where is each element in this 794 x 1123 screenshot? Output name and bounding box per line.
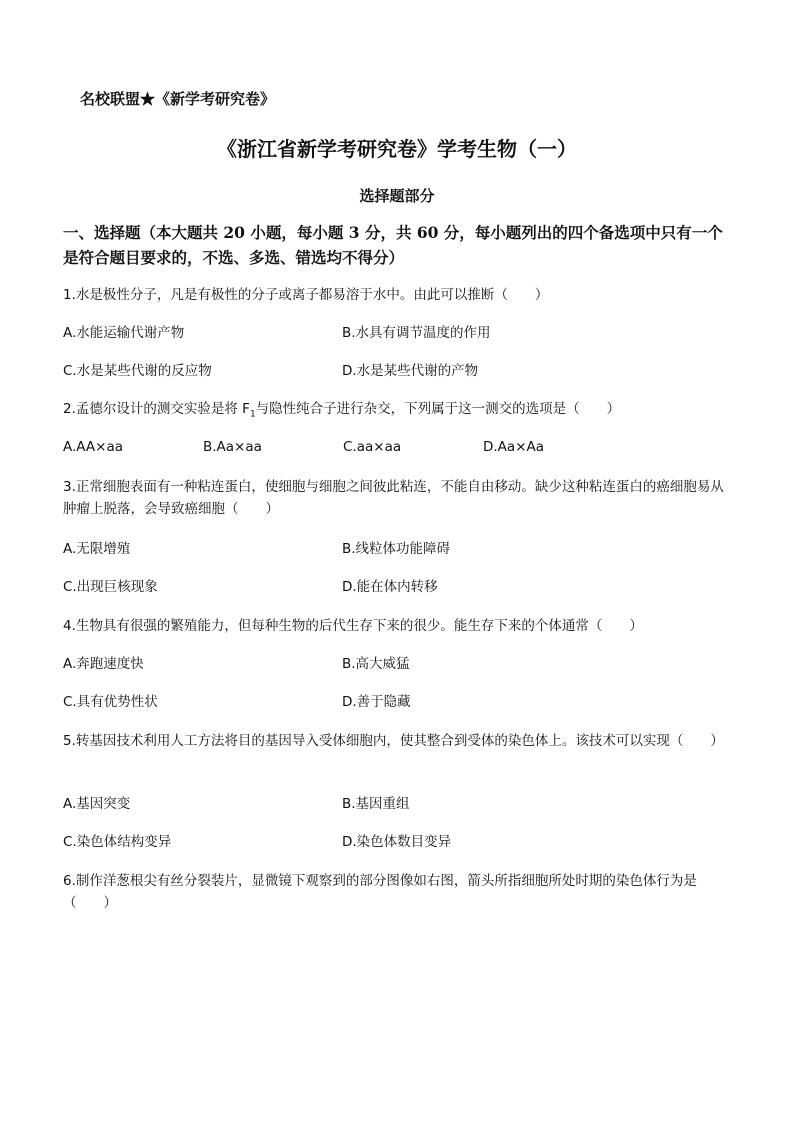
question-1-option-b: B.水具有调节温度的作用 xyxy=(342,325,491,341)
question-5-stem: 5.转基因技术利用人工方法将目的基因导入受体细胞内，使其整合到受体的染色体上。该技术可以实现（ ） xyxy=(63,733,724,749)
question-4-option-c: C.具有优势性状 xyxy=(63,694,158,710)
question-4-stem: 4.生物具有很强的繁殖能力，但每种生物的后代生存下来的很少。能生存下来的个体通常（ ） xyxy=(63,618,643,634)
question-2-option-c: C.aa×aa xyxy=(343,439,402,455)
header-brand: 名校联盟★《新学考研究卷》 xyxy=(80,90,276,108)
question-2-option-d: D.Aa×Aa xyxy=(483,439,545,455)
question-2-stem-end: 与隐性纯合子进行杂交，下列属于这一测交的选项是（ ） xyxy=(255,401,621,417)
question-1-option-c: C.水是某些代谢的反应物 xyxy=(63,363,212,379)
question-1-option-d: D.水是某些代谢的产物 xyxy=(342,363,479,379)
question-5-option-d: D.染色体数目变异 xyxy=(342,834,452,850)
question-3-option-c: C.出现巨核现象 xyxy=(63,579,158,595)
question-5-option-c: C.染色体结构变异 xyxy=(63,834,172,850)
question-3-option-a: A.无限增殖 xyxy=(63,541,131,557)
question-2-stem-subscript: 1 xyxy=(249,409,256,420)
question-4-option-a: A.奔跑速度快 xyxy=(63,656,144,672)
question-3-option-d: D.能在体内转移 xyxy=(342,579,438,595)
section-instructions: 一、选择题（本大题共 20 小题，每小题 3 分，共 60 分，每小题列出的四个备选项中只有一个是符合题目要求的，不选、多选、错选均不得分） xyxy=(63,223,723,267)
question-4-option-d: D.善于隐藏 xyxy=(342,694,411,710)
question-4-option-b: B.高大威猛 xyxy=(342,656,410,672)
question-2-stem xyxy=(63,398,735,426)
question-3-stem: 3.正常细胞表面有一种粘连蛋白，使细胞与细胞之间彼此粘连，不能自由移动。缺少这种粘连蛋白的癌细胞易从肿瘤上脱落，会导致癌细胞（ ） xyxy=(63,479,724,517)
question-6-stem: 6.制作洋葱根尖有丝分裂装片，显微镜下观察到的部分图像如右图，箭头所指细胞所处时期的染色体行为是（ ） xyxy=(63,873,697,911)
question-1-stem: 1.水是极性分子，凡是有极性的分子或离子都易溶于水中。由此可以推断（ ） xyxy=(63,287,549,303)
exam-title: 《浙江省新学考研究卷》学考生物（一） xyxy=(217,137,577,161)
question-2-option-a: A.AA×aa xyxy=(63,439,123,455)
part-title: 选择题部分 xyxy=(359,187,435,205)
question-5-option-b: B.基因重组 xyxy=(342,796,410,812)
question-2-stem-start: 2.孟德尔设计的测交实验是将 F xyxy=(63,401,250,417)
question-2-option-b: B.Aa×aa xyxy=(203,439,262,455)
question-1-option-a: A.水能运输代谢产物 xyxy=(63,325,185,341)
question-5-option-a: A.基因突变 xyxy=(63,796,131,812)
question-3-option-b: B.线粒体功能障碍 xyxy=(342,541,451,557)
